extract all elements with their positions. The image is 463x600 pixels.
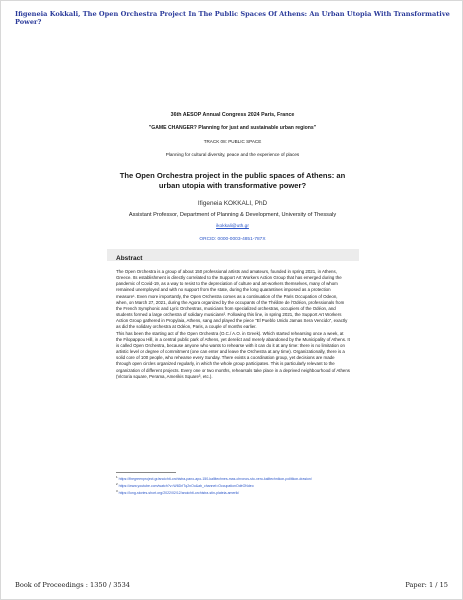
track-label: TRACK 08: PUBLIC SPACE — [203, 139, 262, 144]
congress-line: 36th AESOP Annual Congress 2024 Paris, France — [170, 112, 295, 118]
author-affiliation: Assistant Professor, Department of Planning & Development, University of Thessaly — [128, 212, 337, 218]
footnote-link-3[interactable]: $^3$ https://long-stories-short.org/2022/02/12/anoichti-orchistra-stin-plateia-amerik/ — [116, 488, 240, 495]
footnotes — [116, 475, 350, 496]
author-email-link[interactable]: ikokkali@uth.gr — [216, 224, 249, 229]
footer-proceedings: Book of Proceedings : 1350 / 3534 — [15, 581, 131, 589]
track-subtitle: Planning for cultural diversity, peace and the experience of places — [165, 152, 300, 157]
author-orcid-link[interactable]: ORCID: 0000-0003-4851-787X — [199, 237, 266, 242]
abstract-text: The Open Orchestra is a group of about 150 professional artists and amateurs, founded in spring 2021, in Athens, Greece. Its establishment is directly correlated to the Support Art Workers Action Group that has emerged during the pandemic of Covid-19, as a way to resist to the depreciation of culture and art-workers themselves, many of whom remained unemployed and with no support from the state, during the long quarantines imposed as a protection measure¹. Even more importantly, the Open Orchestra comes as a continuation of the Paris Occupation of Odeon, when, on March 27, 2021, during the Agora organized by the occupants of the Théâtre de l'Odéon, professionals from the French Symphonic and Lyric Orchestras, musicians from specialized orchestras, occupiers of the Odéon, and students formed a large orchestra of solidary musicians². Following this line, in spring 2021, the Support Art Workers Action Group gathered in Propylaia, Athens, sang and played the piece "El Pueblo Unido Jamas Sera Vencido", exactly as did the solidary orchestra at Odéon, Paris, a couple of months earlier. This has been the starting act of the Open Orchestra (O.C./ A.O. in Greek). Which started rehearsing once a week, at the Filopappou Hill, in a central public park of Athens, yet derelict and merely abandoned by the Municipality of Athens. It is called Open Orchestra, because anyone who wants to rehearse with it can do it at any time: there is no limitation on artistic level or degree of commitment (one can enter and leave the Orchestra at any time). Organizationally, there is a solid core of 100 people, who rehearse every Sunday. There exists a coordination group, yet decisions are made through open circles organized regularly, in which the whole group participates. This is particularly relevant to the organization of different projects. Every one or two months, rehearsals take place in a deprived neighbourhood of Athens (Victoria square, Perama, Amerikis Square³, etc.). — [116, 269, 350, 379]
footnote-link-2[interactable]: $^2$ https://www.youtube.com/watch?v=W6DrlTq2nOo&ab_channel=OccupationOdéONdeo — [116, 481, 254, 489]
abstract-heading: Abstract — [116, 255, 143, 262]
paper-title: The Open Orchestra project in the public spaces of Athens: an urban utopia with transformative power? — [119, 171, 346, 190]
footnote-link-1[interactable]: $^1$ https://thegreenproject.gr/anoichti-orchistra-pano-apo-150-kallitechnes-mas-chronos-sto-xero-kalitechnikon-politikon-drasion/ — [116, 475, 312, 482]
abstract-heading-background — [107, 249, 359, 261]
footnote-divider — [116, 472, 176, 473]
author-name: Ifigeneia KOKKALI, PhD — [197, 200, 268, 207]
running-header: Ifigeneia Kokkali, The Open Orchestra Project In The Public Spaces Of Athens: An Urban Utopia With Transformative Power? — [15, 10, 450, 26]
congress-theme: "GAME CHANGER? Planning for just and sustainable urban regions" — [148, 125, 317, 131]
footer-page-number: Paper: 1 / 15 — [405, 581, 448, 589]
